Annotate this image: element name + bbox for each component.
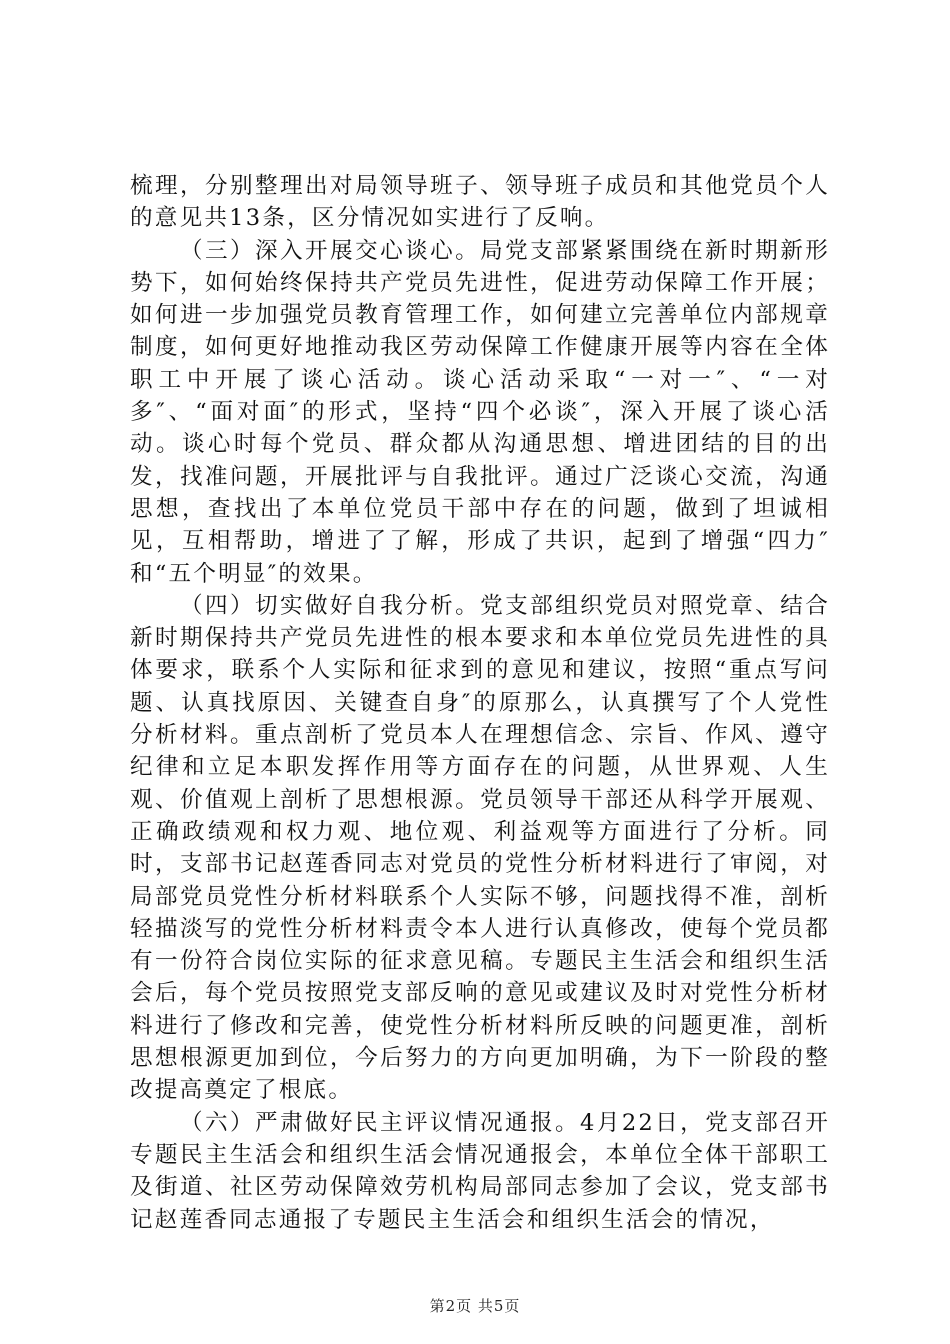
paragraph-section-3: （三）深入开展交心谈心。局党支部紧紧围绕在新时期新形势下，如何始终保持共产党员先进性，促进劳动保障工作开展；如何进一步加强党员教育管理工作，如何建立完善单位内部规章制度，如何更好地推动我区劳动保障工作健康开展等内容在全体职工中开展了谈心活动。谈心活动采取“一对一″、“一对多″、“面对面″的形式，坚持“四个必谈″，深入开展了谈心活动。谈心时每个党员、群众都从沟通思想、增进团结的目的出发，找准问题，开展批评与自我批评。通过广泛谈心交流，沟通思想，查找出了本单位党员干部中存在的问题，做到了坦诚相见，互相帮助，增进了了解，形成了共识，起到了增强“四力″和“五个明显″的效果。 (130, 237, 830, 587)
paragraph-section-6: （六）严肃做好民主评议情况通报。4月22日，党支部召开专题民主生活会和组织生活会情况通报会，本单位全体干部职工及街道、社区劳动保障效劳机构局部同志参加了会议，党支部书记赵莲香同志通报了专题民主生活会和组织生活会的情况， (130, 1109, 830, 1233)
paragraph-section-4: （四）切实做好自我分析。党支部组织党员对照党章、结合新时期保持共产党员先进性的根本要求和本单位党员先进性的具体要求，联系个人实际和征求到的意见和建议，按照“重点写问题、认真找原因、关键查自身″的原那么，认真撰写了个人党性分析材料。重点剖析了党员本人在理想信念、宗旨、作风、遵守纪律和立足本职发挥作用等方面存在的问题，从世界观、人生观、价值观上剖析了思想根源。党员领导干部还从科学开展观、正确政绩观和权力观、地位观、利益观等方面进行了分析。同时，支部书记赵莲香同志对党员的党性分析材料进行了审阅，对局部党员党性分析材料联系个人实际不够，问题找得不准，剖析轻描淡写的党性分析材料责令本人进行认真修改，使每个党员都有一份符合岗位实际的征求意见稿。专题民主生活会和组织生活会后，每个党员按照党支部反响的意见或建议及时对党性分析材料进行了修改和完善，使党性分析材料所反映的问题更准，剖析思想根源更加到位，今后努力的方向更加明确，为下一阶段的整改提高奠定了根底。 (130, 592, 830, 1104)
document-body (130, 170, 830, 1236)
paragraph-continuation: 梳理，分别整理出对局领导班子、领导班子成员和其他党员个人的意见共13条，区分情况如实进行了反响。 (130, 173, 830, 232)
page-footer: 第2页 共5页 (429, 1297, 521, 1315)
